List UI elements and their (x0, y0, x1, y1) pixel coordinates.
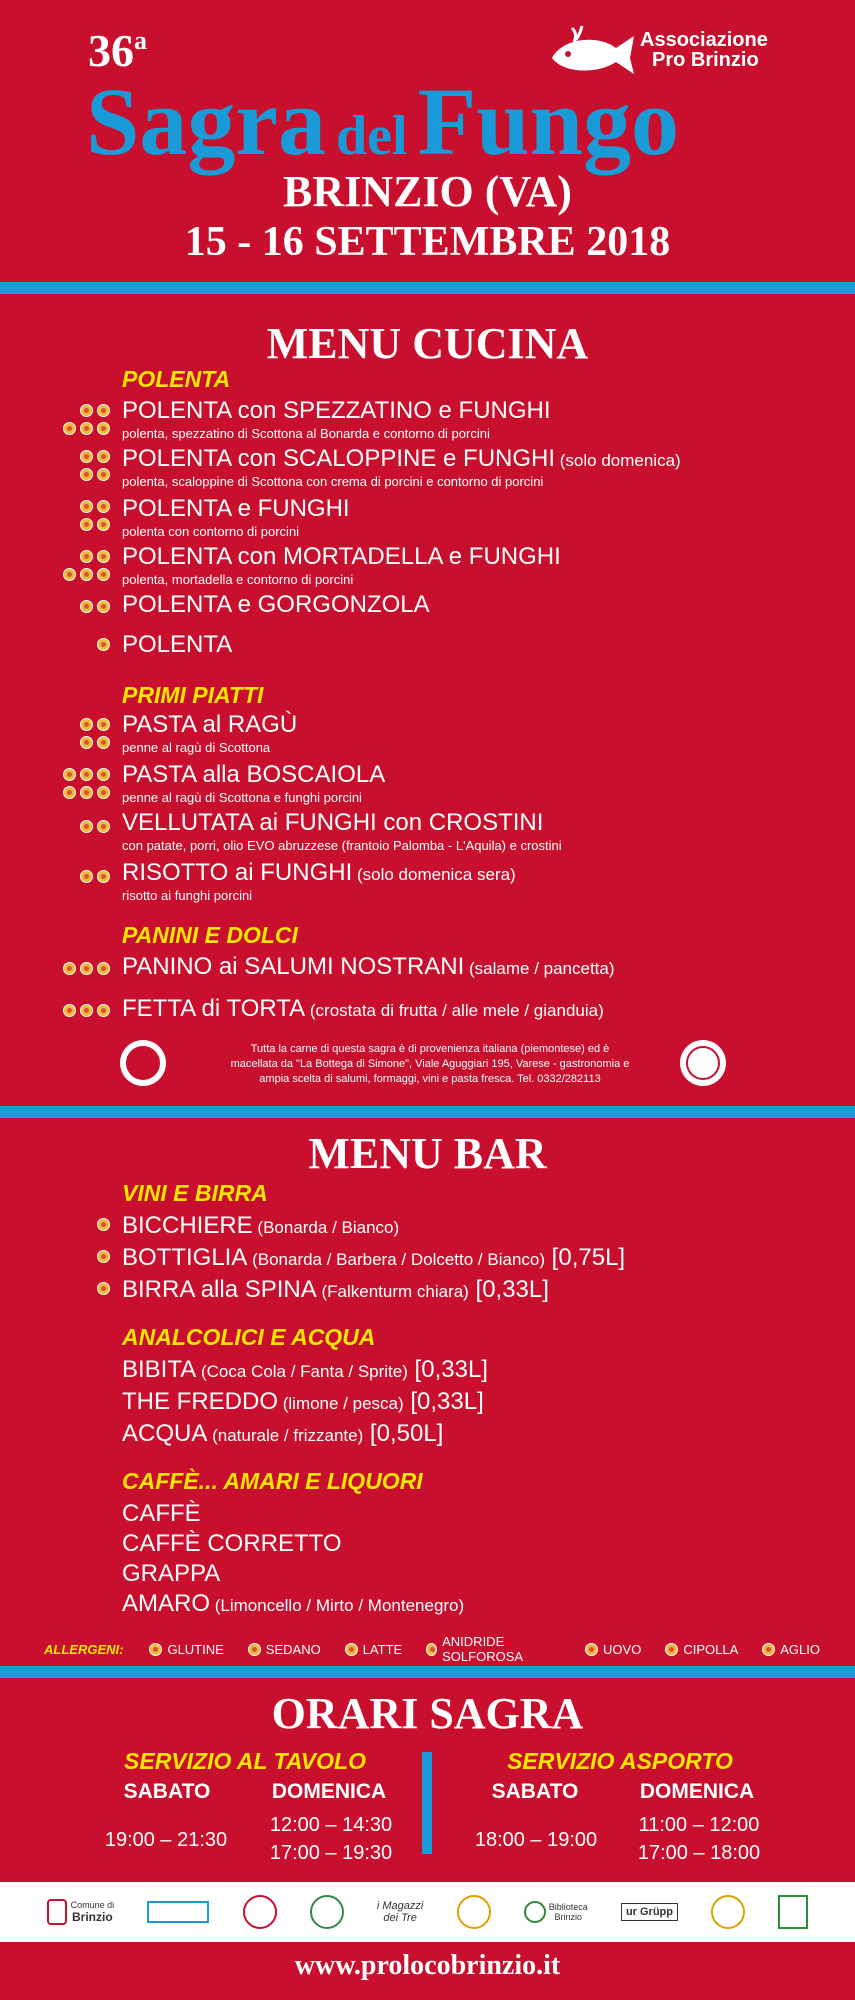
menu-item: POLENTA (122, 631, 233, 658)
menu-item: RISOTTO ai FUNGHI (solo domenica sera) risotto ai funghi porcini (122, 859, 516, 903)
bar-item: THE FREDDO (limone / pesca) [0,33L] (122, 1388, 484, 1415)
asporto-domenica-time-2: 17:00 – 18:00 (637, 1842, 761, 1864)
aglio-icon (762, 1643, 775, 1656)
allergen-icons (50, 1250, 110, 1268)
edition-number: 36$^a$ (88, 25, 147, 76)
allergen-label: ALLERGENI: (44, 1641, 124, 1657)
allergen-icons (50, 638, 110, 656)
allergen-icons (50, 600, 110, 618)
allergen-icons (50, 404, 110, 440)
allergen-icons (50, 718, 110, 754)
allergen-uovo: UOVO (585, 1642, 641, 1657)
category-analcolici: ANALCOLICI E ACQUA (122, 1324, 376, 1350)
allergen-icons (50, 550, 110, 586)
crest-icon (47, 1899, 67, 1925)
allergen-sedano: SEDANO (248, 1642, 321, 1657)
association-name: Associazione Pro Brinzio (640, 29, 768, 71)
category-vini: VINI E BIRRA (122, 1180, 268, 1206)
allergen-glutine: GLUTINE (149, 1642, 223, 1657)
cipolla-icon (665, 1643, 678, 1656)
allergen-icons (50, 1282, 110, 1300)
event-date: 15 - 16 SETTEMBRE 2018 (184, 219, 671, 265)
orari-title: ORARI SAGRA (271, 1689, 584, 1738)
asporto-domenica-label: DOMENICA (639, 1780, 755, 1803)
menu-item: FETTA di TORTA (crostata di frutta / alle mele / gianduia) (122, 995, 604, 1022)
sponsor-magazzi: i Magazzi dei Tre (376, 1900, 424, 1924)
sponsor-logo (457, 1890, 491, 1934)
event-title: Sagra del Fungo (86, 68, 679, 175)
sponsor-logo (778, 1890, 808, 1934)
bar-item: CAFFÈ CORRETTO (122, 1530, 342, 1557)
bar-item: BICCHIERE (Bonarda / Bianco) (122, 1212, 400, 1239)
allergen-aglio: AGLIO (762, 1642, 820, 1657)
allergen-icons (50, 820, 110, 838)
sponsor-comune-brinzio: Comune di Brinzio (47, 1890, 115, 1934)
bar-item: ACQUA (naturale / frizzante) [0,50L] (122, 1420, 444, 1447)
bar-item: BOTTIGLIA (Bonarda / Barbera / Dolcetto / Bianco) [0,75L] (122, 1244, 626, 1271)
latte-icon (345, 1643, 358, 1656)
allergen-icons (50, 1218, 110, 1236)
header (0, 0, 855, 280)
divider-band (0, 282, 855, 294)
menu-item: PANINO ai SALUMI NOSTRANI (salame / pancetta) (122, 953, 615, 980)
category-panini: PANINI E DOLCI (122, 922, 298, 948)
website-url: www.prolocobrinzio.it (294, 1950, 561, 1981)
sponsor-strip (0, 1882, 855, 1942)
glutine-icon (149, 1643, 162, 1656)
sedano-icon (248, 1643, 261, 1656)
allergen-cipolla: CIPOLLA (665, 1642, 738, 1657)
category-polenta: POLENTA (122, 366, 231, 392)
menu-item: VELLUTATA ai FUNGHI con CROSTINI con patate, porri, olio EVO abruzzese (frantoio Palomba - L'Aquila) e crostini (122, 809, 562, 853)
allergen-icons (50, 450, 110, 486)
category-primi: PRIMI PIATTI (122, 682, 264, 708)
tavolo-sabato-time: 19:00 – 21:30 (104, 1829, 228, 1851)
allergen-latte: LATTE (345, 1642, 403, 1657)
category-caffe: CAFFÈ... AMARI E LIQUORI (122, 1468, 423, 1494)
tavolo-sabato-label: SABATO (123, 1780, 211, 1803)
menu-item: POLENTA con SPEZZATINO e FUNGHI polenta, spezzatino di Scottona al Bonarda e contorno di porcini (122, 397, 551, 441)
allergen-icons (50, 962, 110, 980)
allergen-solforosa: ANIDRIDE SOLFOROSA (426, 1634, 561, 1664)
bar-item: GRAPPA (122, 1560, 221, 1587)
quality-badge-icon (120, 1040, 166, 1086)
menu-cucina-title: MENU CUCINA (266, 319, 589, 368)
allergen-icons (50, 768, 110, 804)
menu-bar-title: MENU BAR (308, 1129, 547, 1178)
allergen-icons (50, 1004, 110, 1022)
bar-item: BIBITA (Coca Cola / Fanta / Sprite) [0,33L] (122, 1356, 488, 1383)
sponsor-logo (310, 1890, 344, 1934)
bar-item: AMARO (Limoncello / Mirto / Montenegro) (122, 1590, 465, 1617)
asporto-sabato-time: 18:00 – 19:00 (474, 1829, 598, 1851)
asporto-sabato-label: SABATO (491, 1780, 579, 1803)
asporto-domenica-time-1: 11:00 – 12:00 (638, 1814, 760, 1836)
menu-item: POLENTA e GORGONZOLA (122, 591, 430, 618)
divider-band (0, 1666, 855, 1678)
servizio-tavolo-heading: SERVIZIO AL TAVOLO (124, 1748, 366, 1774)
bar-item: BIRRA alla SPINA (Falkenturm chiara) [0,33L] (122, 1276, 549, 1303)
allergen-legend (44, 1634, 844, 1664)
menu-item: POLENTA con MORTADELLA e FUNGHI polenta, mortadella e contorno di porcini (122, 543, 561, 587)
tavolo-domenica-time-2: 17:00 – 19:30 (269, 1842, 393, 1864)
bottega-logo-icon (680, 1040, 726, 1086)
tavolo-domenica-time-1: 12:00 – 14:30 (269, 1814, 393, 1836)
servizio-asporto-heading: SERVIZIO ASPORTO (507, 1748, 733, 1774)
tavolo-domenica-label: DOMENICA (271, 1780, 387, 1803)
uovo-icon (585, 1643, 598, 1656)
sponsor-logo (147, 1890, 209, 1934)
menu-item: PASTA alla BOSCAIOLA penne al ragù di Scottona e funghi porcini (122, 761, 386, 805)
bar-item: CAFFÈ (122, 1500, 201, 1527)
sponsor-ur-grupp: ur Grüpp (621, 1890, 678, 1934)
sponsor-biblioteca: Biblioteca Brinzio (524, 1890, 588, 1934)
sponsor-logo (243, 1890, 277, 1934)
meat-origin-note: Tutta la carne di questa sagra è di provenienza italiana (piemontese) ed è macellata da "La Bottega di Simone", Viale Aguggiari 195, Varese - gastronomia e ampia scelta di salumi, formaggi, vini e pasta fresca. Tel. 0332/282113 (230, 1043, 630, 1085)
orari-divider (422, 1752, 432, 1854)
solforosa-icon (426, 1643, 437, 1656)
menu-item: POLENTA con SCALOPPINE e FUNGHI (solo domenica) polenta, scaloppine di Scottona con crema di porcini e contorno di porcini (122, 445, 681, 489)
divider-band (0, 1106, 855, 1118)
event-city: BRINZIO (VA) (283, 167, 572, 216)
sponsor-logo (711, 1890, 745, 1934)
allergen-icons (50, 870, 110, 888)
allergen-icons (50, 500, 110, 536)
menu-item: PASTA al RAGÙ penne al ragù di Scottona (122, 711, 298, 755)
menu-item: POLENTA e FUNGHI polenta con contorno di porcini (122, 495, 350, 539)
